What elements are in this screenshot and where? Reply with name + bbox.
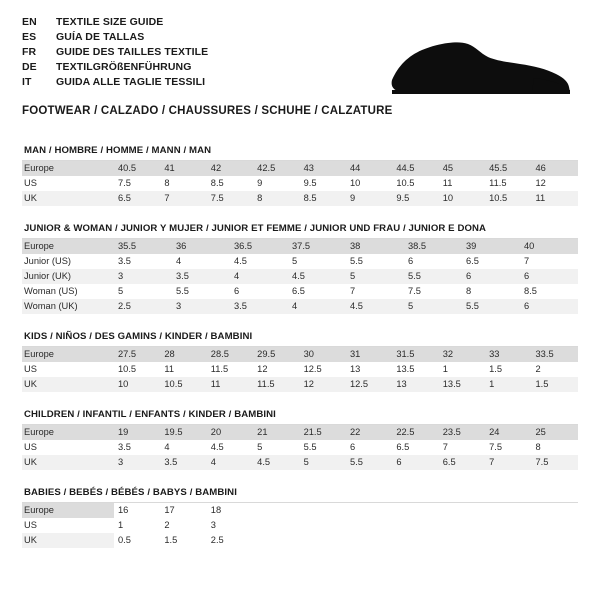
row-label: Europe [22,425,114,440]
language-row [22,61,208,76]
row-label: Junior (US) [24,256,72,266]
row-label: US [24,178,37,188]
section-title: BABIES / BEBÉS / BÉBÉS / BABYS / BAMBINI [22,487,578,503]
cell: 6 [462,269,520,284]
row-label: Europe [22,239,114,254]
cell: 3 [210,520,216,530]
cell: 5 [257,442,263,452]
cell: 1 [118,520,124,530]
cell: 11 [164,364,175,374]
language-code: FR [22,46,37,58]
row-label: UK [22,455,114,470]
language-title: TEXTILGRÖßENFÜHRUNG [56,61,192,73]
language-code: EN [22,16,37,28]
language-code: DE [22,61,37,73]
size-table [22,347,578,392]
row-label: UK [22,191,114,206]
cell: 4 [164,442,170,452]
cell: 6 [234,286,240,296]
cell [300,503,346,518]
cell: 4 [207,455,253,470]
cell: 1.5 [489,364,503,374]
cell: 42.5 [253,161,299,176]
cell: 7.5 [408,286,421,296]
section-babies [22,487,578,548]
cell: 4 [288,299,346,314]
cell: 33 [485,347,531,362]
cell: 20 [207,425,253,440]
language-title: TEXTILE SIZE GUIDE [56,16,164,28]
cell: 21.5 [300,425,346,440]
cell: 7 [524,256,530,266]
cell: 3.5 [172,269,230,284]
cell: 5 [118,286,124,296]
table-row [22,518,578,533]
cell: 6.5 [292,286,305,296]
cell [485,503,531,518]
cell: 10 [439,191,485,206]
cell: 30 [300,347,346,362]
cell: 3.5 [160,455,206,470]
cell: 2.5 [210,535,224,545]
cell: 31 [346,347,392,362]
language-row [22,76,208,91]
section-title: KIDS / NIÑOS / DES GAMINS / KINDER / BAMBINI [22,331,578,347]
size-table [22,161,578,206]
section-kids [22,331,578,392]
category-title: FOOTWEAR / CALZADO / CHAUSSURES / SCHUHE / CALZATURE [22,105,393,117]
section-junior-woman [22,223,578,314]
section-man [22,145,578,206]
cell: 2 [535,364,541,374]
table-row [22,191,578,206]
cell: 28 [160,347,206,362]
cell: 3 [114,455,160,470]
cell: 35.5 [114,239,172,254]
cell: 27.5 [114,347,160,362]
header [22,16,578,91]
cell: 38.5 [404,239,462,254]
cell: 1.5 [164,535,178,545]
cell: 4.5 [210,442,224,452]
cell [485,518,531,533]
row-label: Junior (UK) [22,269,114,284]
cell: 4 [176,256,182,266]
cell: 7 [485,455,531,470]
cell: 4 [230,269,288,284]
cell: 6.5 [396,442,410,452]
cell: 7 [442,442,448,452]
cell: 38 [346,239,404,254]
cell: 19.5 [160,425,206,440]
cell: 8.5 [524,286,537,296]
cell: 5.5 [404,269,462,284]
cell: 3.5 [118,442,131,452]
table-row [22,254,578,269]
cell: 44 [346,161,392,176]
cell: 17 [164,505,175,515]
table-row [22,161,578,176]
cell: 11.5 [210,364,229,374]
language-title-table [22,16,208,91]
cell: 7 [350,286,356,296]
cell [532,503,578,518]
language-row [22,31,208,46]
table-row [22,284,578,299]
row-label: UK [22,533,114,548]
cell [392,533,438,548]
cell: 12.5 [303,364,322,374]
cell: 12 [535,178,546,188]
cell [392,518,438,533]
section-title: MAN / HOMBRE / HOMME / MANN / MAN [22,145,578,161]
cell: 28.5 [207,347,253,362]
row-label: UK [22,377,114,392]
row-label: Woman (UK) [22,299,114,314]
cell: 9 [346,191,392,206]
cell: 3.5 [230,299,288,314]
cell: 9 [257,178,263,188]
cell [300,518,346,533]
cell: 21 [253,425,299,440]
table-row [22,347,578,362]
cell: 5.5 [462,299,520,314]
cell: 25 [532,425,578,440]
row-label: US [24,364,37,374]
cell [253,518,299,533]
row-label: US [24,520,37,530]
cell: 4.5 [346,299,404,314]
cell: 33.5 [532,347,578,362]
cell: 8 [466,286,472,296]
cell [346,503,392,518]
cell: 10 [114,377,160,392]
language-title: GUIDE DES TAILLES TEXTILE [56,46,209,58]
table-row [22,176,578,191]
cell: 10.5 [485,191,531,206]
cell: 10.5 [396,178,415,188]
cell: 4.5 [234,256,247,266]
cell: 40 [520,239,578,254]
cell: 24 [485,425,531,440]
cell: 31.5 [392,347,438,362]
language-title: GUÍA DE TALLAS [56,31,145,43]
table-row [22,533,578,548]
language-row [22,46,208,61]
cell: 32 [439,347,485,362]
language-title: GUIDA ALLE TAGLIE TESSILI [56,76,206,88]
table-row [22,239,578,254]
cell: 1 [442,364,448,374]
cell [532,518,578,533]
cell: 8.5 [210,178,224,188]
cell: 5 [346,269,404,284]
cell [439,503,485,518]
size-table [22,239,578,314]
cell: 36 [172,239,230,254]
cell: 5.5 [303,442,317,452]
table-row [22,377,578,392]
cell: 12 [257,364,268,374]
dress-shoe-icon [384,22,574,98]
cell [485,533,531,548]
cell: 9.5 [392,191,438,206]
cell: 5.5 [346,455,392,470]
table-row [22,269,578,284]
cell [392,503,438,518]
cell: 10 [349,178,361,188]
cell: 36.5 [230,239,288,254]
cell [253,533,299,548]
cell: 4.5 [253,455,299,470]
cell: 7.5 [489,442,503,452]
cell: 5 [300,455,346,470]
cell: 11 [442,178,453,188]
table-row [22,503,578,518]
cell: 6 [408,256,414,266]
table-row [22,425,578,440]
section-children [22,409,578,470]
cell: 0.5 [118,535,131,545]
cell: 1.5 [532,377,578,392]
cell: 43 [300,161,346,176]
cell: 6.5 [439,455,485,470]
cell: 13.5 [439,377,485,392]
cell: 8 [253,191,299,206]
cell: 9.5 [303,178,317,188]
cell: 19 [114,425,160,440]
size-table [22,425,578,470]
language-code: ES [22,31,37,43]
language-code: IT [22,76,32,88]
cell: 37.5 [288,239,346,254]
cell: 3.5 [118,256,131,266]
size-table [22,503,578,548]
cell: 45.5 [485,161,531,176]
cell [439,533,485,548]
cell: 46 [532,161,578,176]
cell: 7.5 [532,455,578,470]
cell: 40.5 [114,161,160,176]
cell: 6.5 [466,256,479,266]
cell: 11.5 [489,178,507,188]
cell: 11 [207,377,253,392]
cell: 2.5 [114,299,172,314]
cell: 6.5 [114,191,160,206]
size-sections [22,145,578,548]
cell: 42 [207,161,253,176]
cell: 3 [172,299,230,314]
cell [253,503,299,518]
cell [346,518,392,533]
cell: 10.5 [160,377,206,392]
table-row [22,455,578,470]
cell: 12 [300,377,346,392]
cell: 13 [349,364,361,374]
cell: 7.5 [207,191,253,206]
cell: 1 [485,377,531,392]
cell: 41 [160,161,206,176]
cell: 11 [532,191,578,206]
cell: 22.5 [392,425,438,440]
cell: 8.5 [300,191,346,206]
cell: 5 [292,256,298,266]
cell: 29.5 [253,347,299,362]
cell: 7 [160,191,206,206]
cell: 11.5 [253,377,299,392]
cell: 6 [520,269,578,284]
cell: 12.5 [346,377,392,392]
cell: 5.5 [350,256,363,266]
cell: 23.5 [439,425,485,440]
row-label: Woman (US) [24,286,78,296]
cell: 16 [118,505,129,515]
language-row [22,16,208,31]
cell: 13 [392,377,438,392]
cell: 7.5 [118,178,131,188]
section-title: CHILDREN / INFANTIL / ENFANTS / KINDER / BAMBINI [22,409,578,425]
cell: 4.5 [288,269,346,284]
language-title-body [22,16,208,91]
cell: 22 [346,425,392,440]
cell: 8 [164,178,170,188]
cell [346,533,392,548]
cell: 2 [164,520,170,530]
cell: 6 [520,299,578,314]
cell: 8 [535,442,541,452]
table-row [22,299,578,314]
row-label: Europe [22,503,114,518]
cell: 5 [404,299,462,314]
cell [439,518,485,533]
cell: 18 [210,505,222,515]
cell: 3 [114,269,172,284]
section-title: JUNIOR & WOMAN / JUNIOR Y MUJER / JUNIOR ET FEMME / JUNIOR UND FRAU / JUNIOR E DONA [22,223,578,239]
row-label: Europe [22,347,114,362]
table-row [22,440,578,455]
cell [532,533,578,548]
cell: 44.5 [392,161,438,176]
row-label: Europe [22,161,114,176]
cell: 6 [349,442,356,452]
table-row [22,362,578,377]
cell: 39 [462,239,520,254]
cell: 6 [392,455,438,470]
row-label: US [24,442,37,452]
cell [300,533,346,548]
cell: 10.5 [118,364,137,374]
cell: 45 [439,161,485,176]
cell: 5.5 [176,286,189,296]
cell: 13.5 [396,364,415,374]
